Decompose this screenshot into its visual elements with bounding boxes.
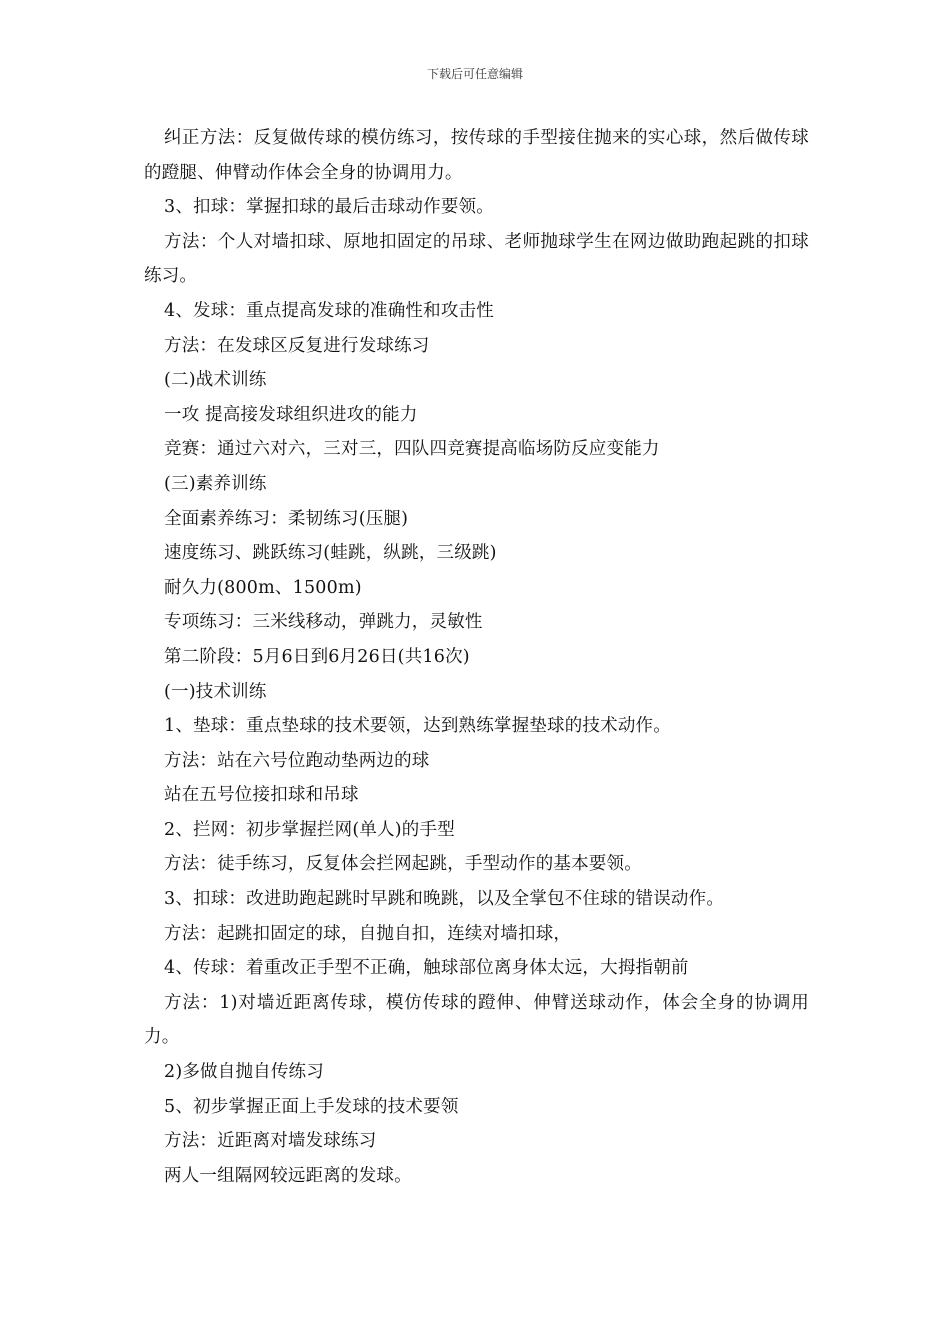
paragraph: 方法：在发球区反复进行发球练习 xyxy=(164,335,430,356)
paragraph: 两人一组隔网较远距离的发球。 xyxy=(164,1165,412,1186)
paragraph: 2)多做自抛自传练习 xyxy=(164,1062,324,1083)
section-heading: (二)战术训练 xyxy=(164,370,267,391)
paragraph: 2、拦网：初步掌握拦网(单人)的手型 xyxy=(164,819,455,840)
paragraph: 竞赛：通过六对六，三对三，四队四竞赛提高临场防反应变能力 xyxy=(164,439,660,460)
paragraph: 站在五号位接扣球和吊球 xyxy=(164,785,359,806)
section-heading: (三)素养训练 xyxy=(164,473,267,494)
paragraph: 方法：徒手练习，反复体会拦网起跳，手型动作的基本要领。 xyxy=(164,854,642,875)
page-header: 下载后可任意编辑 xyxy=(426,67,523,81)
paragraph: 纠正方法：反复做传球的模仿练习，按传球的手型接住抛来的实心球，然后做传球的蹬腿、伸臂动作体会全身的协调用力。 xyxy=(144,128,809,183)
paragraph: 方法：起跳扣固定的球，自抛自扣，连续对墙扣球， xyxy=(164,923,572,944)
paragraph: 方法：站在六号位跑动垫两边的球 xyxy=(164,750,430,771)
paragraph: 速度练习、跳跃练习(蛙跳，纵跳，三级跳) xyxy=(164,543,497,564)
document-body xyxy=(144,121,809,1193)
paragraph: 1、垫球：重点垫球的技术要领，达到熟练掌握垫球的技术动作。 xyxy=(164,716,671,737)
paragraph: 一攻 提高接发球组织进攻的能力 xyxy=(164,404,418,425)
paragraph: 4、发球：重点提高发球的准确性和攻击性 xyxy=(164,300,494,321)
paragraph: 方法：个人对墙扣球、原地扣固定的吊球、老师抛球学生在网边做助跑起跳的扣球练习。 xyxy=(144,231,809,287)
paragraph: 方法：1)对墙近距离传球，模仿传球的蹬伸、伸臂送球动作，体会全身的协调用力。 xyxy=(144,992,809,1048)
paragraph: 全面素养练习：柔韧练习(压腿) xyxy=(164,508,409,529)
paragraph: 3、扣球：掌握扣球的最后击球动作要领。 xyxy=(164,197,494,218)
paragraph: 5、初步掌握正面上手发球的技术要领 xyxy=(164,1096,459,1117)
paragraph: 3、扣球：改进助跑起跳时早跳和晚跳，以及全掌包不住球的错误动作。 xyxy=(164,889,725,910)
paragraph: 耐久力(800m、1500m) xyxy=(164,577,362,598)
paragraph: 专项练习：三米线移动，弹跳力，灵敏性 xyxy=(164,612,483,633)
paragraph: 4、传球：着重改正手型不正确，触球部位离身体太远，大拇指朝前 xyxy=(164,958,689,979)
paragraph: 方法：近距离对墙发球练习 xyxy=(164,1131,377,1152)
stage-heading: 第二阶段：5月6日到6月26日(共16次) xyxy=(164,646,470,667)
section-heading: (一)技术训练 xyxy=(164,681,267,702)
